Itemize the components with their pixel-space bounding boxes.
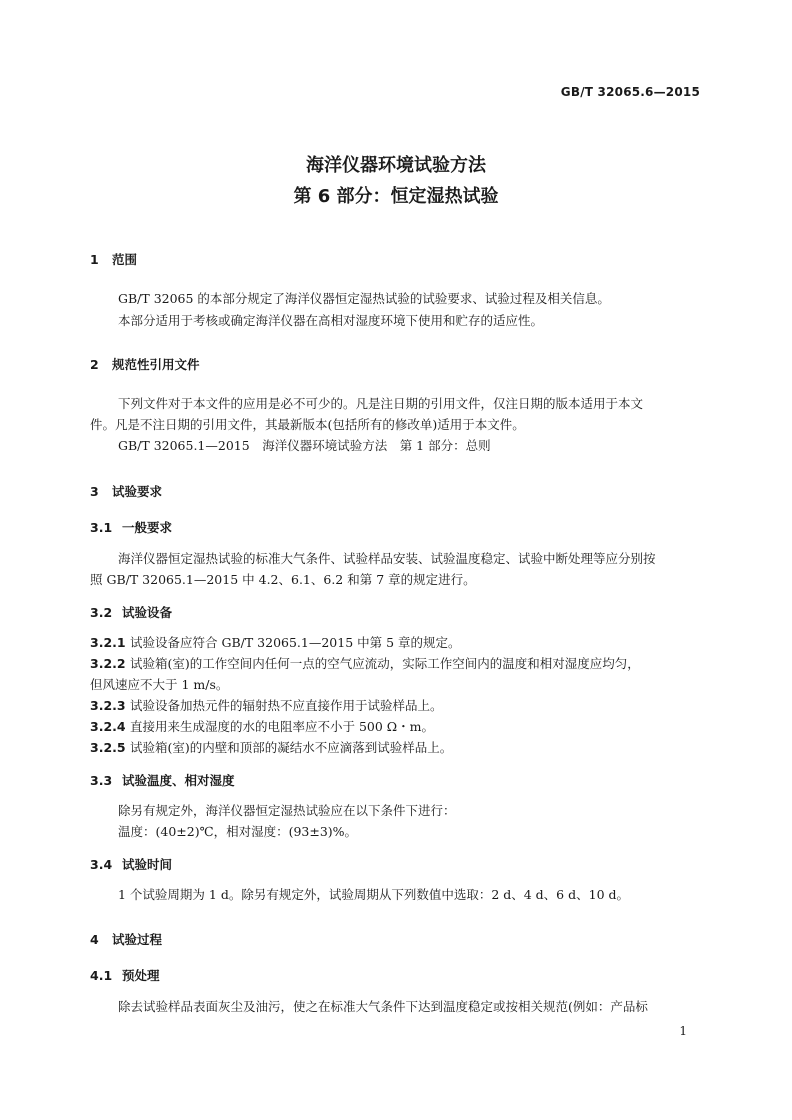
subsection-number: 3.3 [90,773,113,788]
page-number: 1 [679,1024,687,1038]
clause-number: 3.2.5 [90,740,126,755]
clause-number: 3.2.2 [90,656,126,671]
subsection-number: 3.4 [90,857,113,872]
clause-text: 试验箱(室)的工作空间内任何一点的空气应流动，实际工作空间内的温度和相对湿度应均匀， [130,656,640,671]
section-title: 规范性引用文件 [112,357,200,372]
subsection-title: 试验温度、相对湿度 [122,773,235,788]
clause-number: 3.2.3 [90,698,126,713]
clause [90,655,640,673]
subsection-title: 一般要求 [122,520,173,535]
clause-number: 3.2.1 [90,635,126,650]
section-heading [90,482,162,500]
section-heading [90,355,200,373]
paragraph: 照 GB/T 32065.1—2015 中 4.2、6.1、6.2 和第 7 章的规定进行。 [90,572,476,587]
section-heading [90,250,137,268]
subsection-heading [90,855,172,873]
section-number: 4 [90,932,99,947]
paragraph: 1 个试验周期为 1 d。除另有规定外，试验周期从下列数值中选取：2 d、4 d、6 d、10 d。 [118,887,629,902]
subsection-title: 试验时间 [122,857,173,872]
standard-number: GB/T 32065.6—2015 [560,85,700,99]
section-number: 2 [90,357,99,372]
section-title: 试验过程 [112,932,163,947]
section-heading [90,930,162,948]
paragraph: 下列文件对于本文件的应用是必不可少的。凡是注日期的引用文件，仅注日期的版本适用于本文 [118,396,644,411]
subsection-heading [90,603,172,621]
section-number: 3 [90,484,99,499]
subsection-heading [90,966,160,984]
section-number: 1 [90,252,99,267]
paragraph: 除另有规定外，海洋仪器恒定湿热试验应在以下条件下进行： [118,803,456,818]
paragraph: GB/T 32065 的本部分规定了海洋仪器恒定湿热试验的试验要求、试验过程及相关信息。 [118,291,610,306]
clause-number: 3.2.4 [90,719,126,734]
doc-title-line1: 海洋仪器环境试验方法 [306,155,486,176]
subsection-number: 3.2 [90,605,113,620]
paragraph: 除去试验样品表面灰尘及油污，使之在标准大气条件下达到温度稳定或按相关规范(例如：产品标 [118,999,648,1014]
clause [90,739,452,757]
paragraph: 海洋仪器恒定湿热试验的标准大气条件、试验样品安装、试验温度稳定、试验中断处理等应分别按 [118,551,656,566]
doc-title-line2: 第 6 部分：恒定湿热试验 [293,186,499,207]
subsection-number: 3.1 [90,520,113,535]
clause [90,697,443,715]
clause [90,718,434,736]
subsection-title: 试验设备 [122,605,173,620]
subsection-heading [90,771,235,789]
subsection-number: 4.1 [90,968,113,983]
clause-text: 试验设备应符合 GB/T 32065.1—2015 中第 5 章的规定。 [130,635,461,650]
subsection-heading [90,518,172,536]
clause-text: 试验箱(室)的内壁和顶部的凝结水不应滴落到试验样品上。 [130,740,453,755]
paragraph: 温度：(40±2)℃，相对湿度：(93±3)%。 [118,824,358,839]
reference-item: GB/T 32065.1—2015 海洋仪器环境试验方法 第 1 部分：总则 [118,438,491,453]
clause-continuation: 但风速应不大于 1 m/s。 [90,677,229,692]
paragraph: 本部分适用于考核或确定海洋仪器在高相对湿度环境下使用和贮存的适应性。 [118,313,544,328]
paragraph: 件。凡是不注日期的引用文件，其最新版本(包括所有的修改单)适用于本文件。 [90,417,525,432]
clause-text: 直接用来生成湿度的水的电阻率应不小于 500 Ω・m。 [130,719,435,734]
clause [90,634,461,652]
section-title: 试验要求 [112,484,163,499]
subsection-title: 预处理 [122,968,160,983]
clause-text: 试验设备加热元件的辐射热不应直接作用于试验样品上。 [130,698,443,713]
section-title: 范围 [112,252,138,267]
